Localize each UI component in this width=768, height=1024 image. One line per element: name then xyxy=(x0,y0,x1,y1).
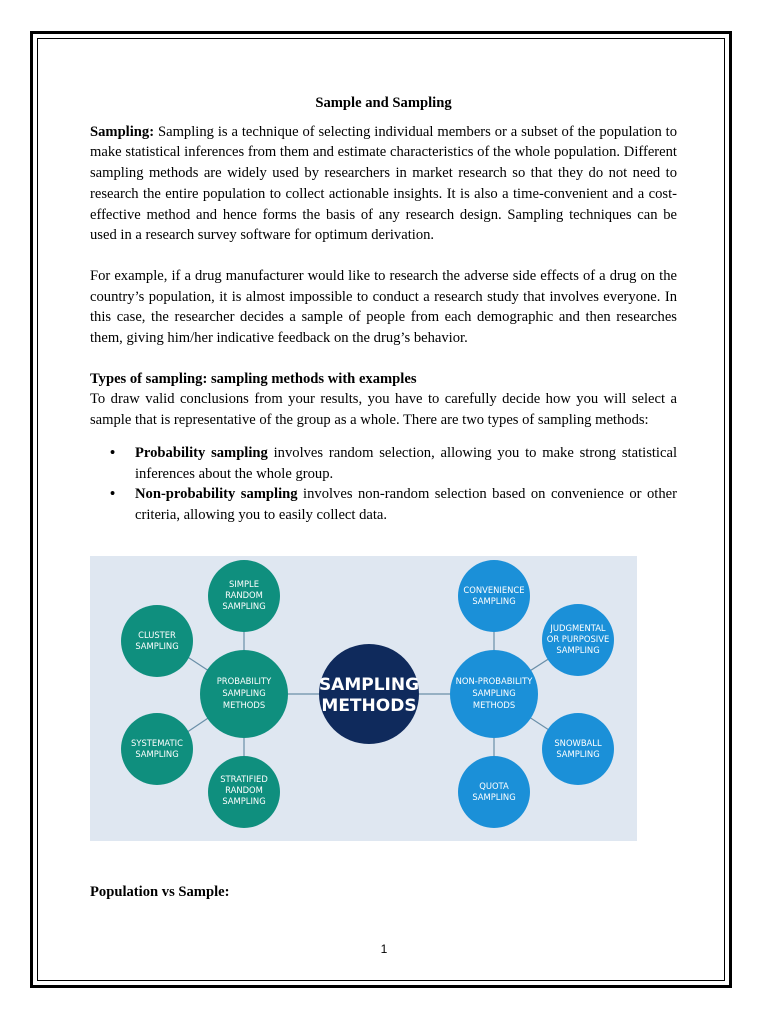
paragraph-sampling xyxy=(90,122,677,246)
sampling-methods-diagram xyxy=(90,556,637,841)
node-label: METHODS xyxy=(222,700,266,710)
judgmental-node xyxy=(542,604,614,676)
document-title: Sample and Sampling xyxy=(315,95,452,111)
sampling-label: Sampling: xyxy=(90,123,155,140)
node-label: NON-PROBABILITY xyxy=(455,676,533,686)
node-label: SAMPLING xyxy=(556,645,600,655)
bullet-text: involves random selection, allowing you to make strong statistical inferences about the whole group. xyxy=(135,444,678,482)
node-label: JUDGMENTAL xyxy=(550,623,606,633)
bullet-icon: • xyxy=(110,486,116,503)
center-label: METHODS xyxy=(321,696,417,716)
document-body xyxy=(90,93,677,526)
sampling-types-list xyxy=(90,443,677,526)
node-label: SNOWBALL xyxy=(554,738,602,748)
diagram-svg xyxy=(90,556,637,841)
stratified-random-node xyxy=(208,756,280,828)
node-label: SAMPLING xyxy=(472,688,516,698)
node-label: SIMPLE xyxy=(228,579,260,589)
node-label: PROBABILITY xyxy=(216,676,272,686)
types-heading: Types of sampling: sampling methods with examples xyxy=(90,370,417,387)
node-label: SAMPLING xyxy=(556,749,600,759)
node-label: SAMPLING xyxy=(135,641,179,651)
node-label: METHODS xyxy=(472,700,516,710)
bullet-term: Non-probability sampling xyxy=(135,486,298,503)
probability-hub xyxy=(200,650,288,738)
page-number: 1 xyxy=(380,942,388,956)
node-label: RANDOM xyxy=(225,785,263,795)
node-label: CONVENIENCE xyxy=(463,585,525,595)
node-label: SAMPLING xyxy=(222,796,266,806)
sampling-text: Sampling is a technique of selecting individual members or a subset of the population to make statistical inferences from them and estimate characteristics of the whole population. Different sampling methods are widely used by researchers in market research so that they do not need to research the entire population to collect actionable insights. It is also a time-convenient and a cost-effective method and hence forms the basis of any research design. Sampling techniques can be used in a research survey software for optimum derivation. xyxy=(90,123,677,244)
quota-node xyxy=(458,756,530,828)
node-label: QUOTA xyxy=(479,781,509,791)
paragraph-example: For example, if a drug manufacturer would like to research the adverse side effects of a drug on the country’s population, it is almost impossible to conduct a research study that involves everyone. In this case, the researcher decides a sample of people from each demographic and then researches them, giving him/her indicative feedback on the drug’s behavior. xyxy=(90,267,677,347)
node-label: CLUSTER xyxy=(138,630,176,640)
bullet-text: involves non-random selection based on convenience or other criteria, allowing you to easily collect data. xyxy=(135,486,678,523)
center-label: SAMPLING xyxy=(318,675,420,695)
list-item xyxy=(90,443,677,484)
bullet-icon: • xyxy=(110,444,116,461)
systematic-node xyxy=(121,713,193,785)
node-label: SAMPLING xyxy=(222,601,266,611)
node-label: RANDOM xyxy=(225,590,263,600)
population-heading: Population vs Sample: xyxy=(90,884,230,900)
cluster-node xyxy=(121,605,193,677)
simple-random-node xyxy=(208,560,280,632)
node-label: SAMPLING xyxy=(135,749,179,759)
center-node xyxy=(319,644,419,744)
node-label: SAMPLING xyxy=(472,596,516,606)
node-label: SYSTEMATIC xyxy=(131,738,183,748)
list-item xyxy=(90,484,677,525)
node-label: STRATIFIED xyxy=(220,774,268,784)
snowball-node xyxy=(542,713,614,785)
types-paragraph: To draw valid conclusions from your results, you have to carefully decide how you will select a sample that is representative of the group as a whole. There are two types of sampling methods: xyxy=(90,391,677,429)
node-label: OR PURPOSIVE xyxy=(546,634,610,644)
node-label: SAMPLING xyxy=(472,792,516,802)
non-probability-hub xyxy=(450,650,538,738)
bullet-term: Probability sampling xyxy=(135,444,268,461)
convenience-node xyxy=(458,560,530,632)
node-label: SAMPLING xyxy=(222,688,266,698)
